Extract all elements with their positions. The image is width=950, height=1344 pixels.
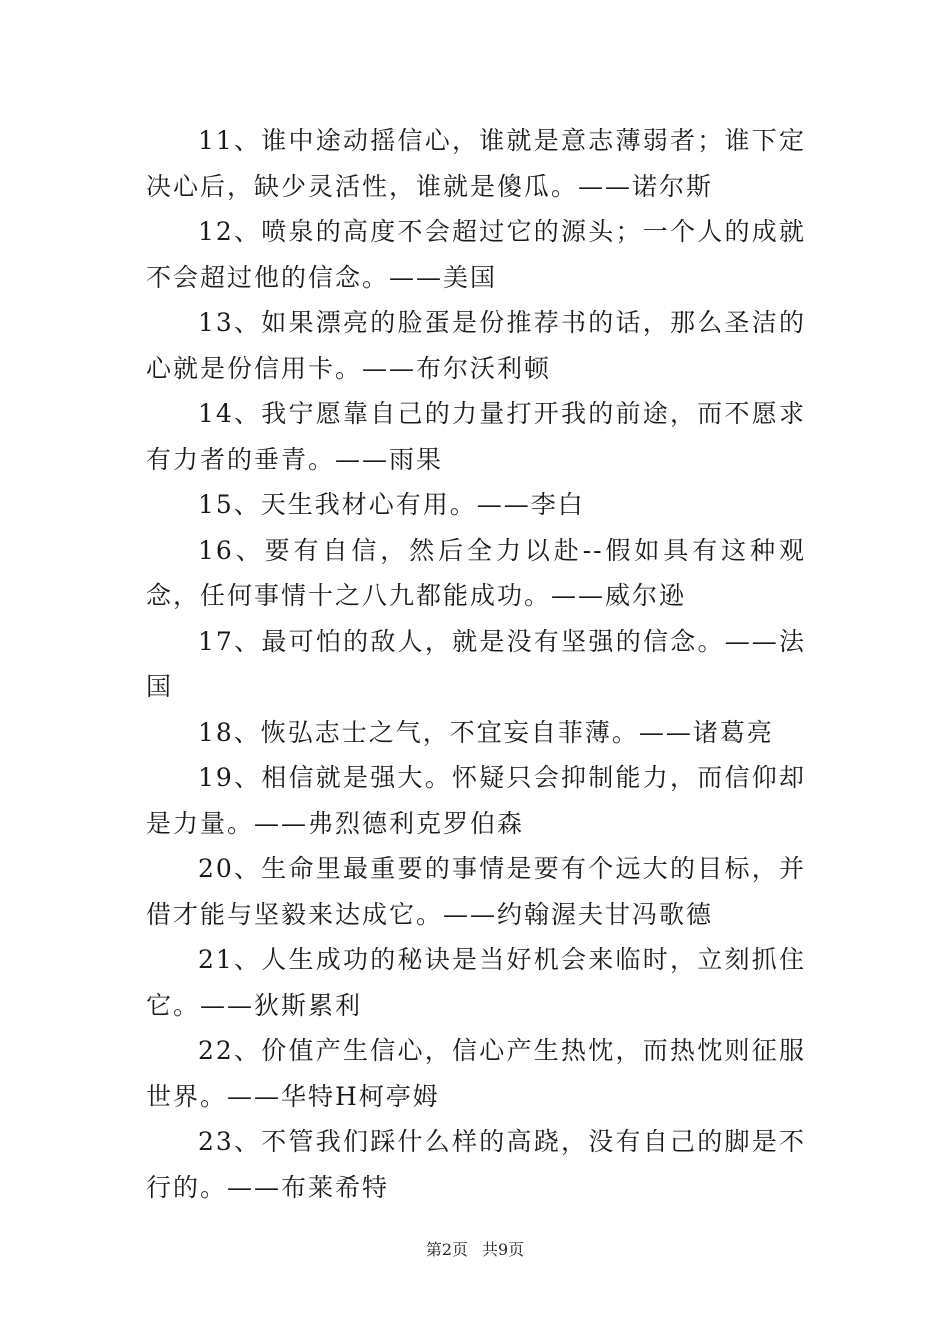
page-number-current: 第2页 xyxy=(425,1240,468,1259)
page-number-total: 共9页 xyxy=(482,1240,525,1259)
quote-paragraph: 23、不管我们踩什么样的高跷，没有自己的脚是不行的。——布莱希特 xyxy=(146,1127,806,1202)
quote-paragraph: 11、谁中途动摇信心，谁就是意志薄弱者；谁下定决心后，缺少灵活性，谁就是傻瓜。——诺尔斯 xyxy=(146,126,806,201)
quote-list xyxy=(146,118,806,1210)
quote-paragraph: 18、恢弘志士之气，不宜妄自菲薄。——诸葛亮 xyxy=(198,717,774,747)
quote-paragraph: 17、最可怕的敌人，就是没有坚强的信念。——法国 xyxy=(146,626,806,701)
quote-paragraph: 22、价值产生信心，信心产生热忱，而热忱则征服世界。——华特H柯亭姆 xyxy=(146,1036,806,1111)
quote-paragraph: 19、相信就是强大。怀疑只会抑制能力，而信仰却是力量。——弗烈德利克罗伯森 xyxy=(146,763,806,838)
page-footer xyxy=(0,1240,950,1260)
quote-paragraph: 14、我宁愿靠自己的力量打开我的前途，而不愿求有力者的垂青。——雨果 xyxy=(146,399,806,474)
quote-paragraph: 20、生命里最重要的事情是要有个远大的目标，并借才能与坚毅来达成它。——约翰渥夫甘冯歌德 xyxy=(146,854,806,929)
quote-paragraph: 16、要有自信，然后全力以赴--假如具有这种观念，任何事情十之八九都能成功。——威尔逊 xyxy=(146,535,806,610)
quote-paragraph: 21、人生成功的秘诀是当好机会来临时，立刻抓住它。——狄斯累利 xyxy=(146,945,806,1020)
quote-paragraph: 12、喷泉的高度不会超过它的源头；一个人的成就不会超过他的信念。——美国 xyxy=(146,217,806,292)
quote-paragraph: 13、如果漂亮的脸蛋是份推荐书的话，那么圣洁的心就是份信用卡。——布尔沃利顿 xyxy=(146,308,806,383)
quote-paragraph: 15、天生我材心有用。——李白 xyxy=(198,490,585,519)
